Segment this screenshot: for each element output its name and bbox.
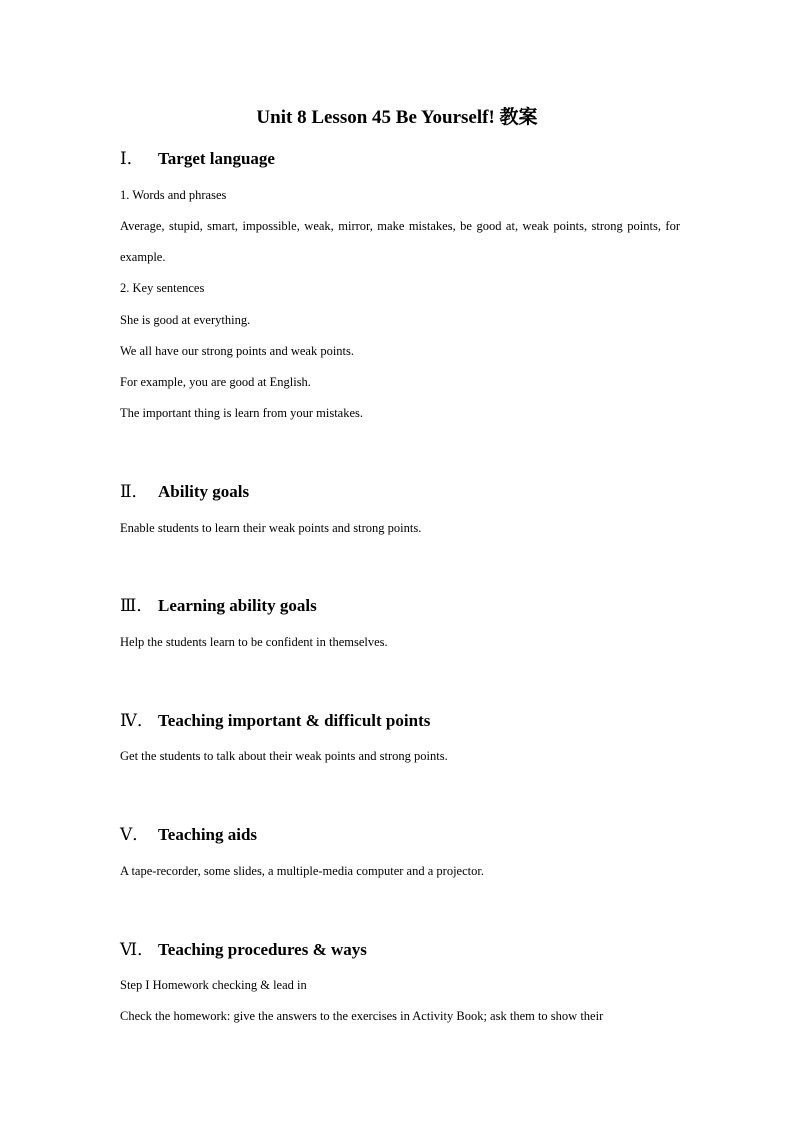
paragraph: Step I Homework checking & lead in [120, 978, 307, 992]
paragraph: A tape-recorder, some slides, a multiple-media computer and a projector. [120, 864, 484, 878]
section-heading-5 [120, 823, 257, 847]
paragraph: Help the students learn to be confident in themselves. [120, 635, 388, 649]
section-number: Ⅳ． [120, 711, 154, 730]
section-number: Ⅱ． [120, 482, 149, 501]
paragraph: 1. Words and phrases [120, 188, 227, 202]
section-title: Ability goals [158, 482, 250, 501]
document-title: Unit 8 Lesson 45 Be Yourself! 教案 [256, 107, 538, 128]
paragraph: Check the homework: give the answers to the exercises in Activity Book; ask them to show their [120, 1009, 604, 1023]
paragraph: 2. Key sentences [120, 281, 205, 295]
section-title: Teaching aids [158, 825, 258, 844]
section-title: Teaching important & difficult points [158, 711, 431, 730]
section-number: Ⅴ． [120, 825, 150, 844]
section-heading-3 [120, 594, 317, 618]
section-title: Learning ability goals [158, 596, 317, 615]
paragraph: Average, stupid, smart, impossible, weak, mirror, make mistakes, be good at, weak points, strong points, for example. [120, 219, 680, 264]
section-number: Ⅵ． [120, 940, 155, 959]
section-title: Target language [158, 149, 275, 168]
section-number: Ⅰ． [120, 149, 144, 168]
paragraph: For example, you are good at English. [120, 375, 311, 389]
paragraph: She is good at everything. [120, 313, 251, 327]
paragraph: The important thing is learn from your mistakes. [120, 406, 364, 420]
section-heading-1 [120, 147, 275, 171]
paragraph: We all have our strong points and weak points. [120, 344, 355, 358]
section-number: Ⅲ． [120, 596, 154, 615]
section-title: Teaching procedures & ways [158, 940, 367, 959]
section-heading-2 [120, 480, 249, 504]
section-heading-6 [120, 938, 367, 962]
paragraph: Get the students to talk about their weak points and strong points. [120, 749, 448, 763]
section-heading-4 [120, 709, 430, 733]
paragraph: Enable students to learn their weak points and strong points. [120, 521, 422, 535]
